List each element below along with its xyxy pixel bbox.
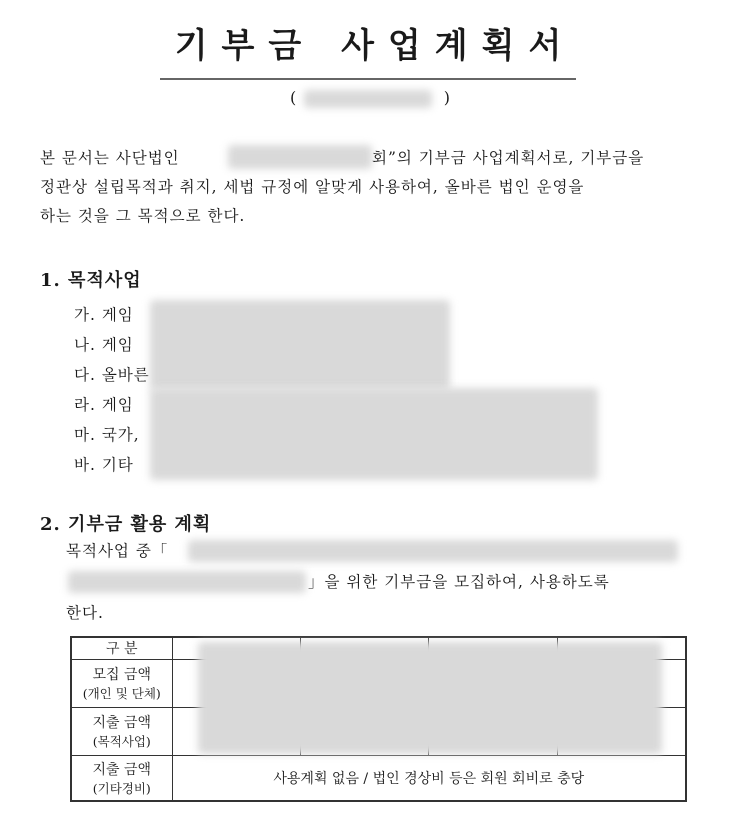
row-sublabel: (개인 및 단체) — [82, 686, 161, 701]
section-1-heading: 1. 목적사업 — [40, 270, 142, 291]
row-sublabel: (목적사업) — [92, 734, 151, 749]
purpose-item-4: 라. 게임 — [74, 396, 134, 414]
redacted-purpose-details — [150, 300, 450, 390]
redacted-subtitle — [304, 90, 432, 108]
subtitle-close-paren: ) — [443, 88, 450, 107]
row-label-other-expense — [71, 755, 172, 801]
row-label: 지출 금액 — [92, 761, 152, 778]
row-label: 모집 금액 — [92, 667, 152, 683]
redacted-plan-target — [188, 540, 678, 562]
purpose-item-2: 나. 게임 — [74, 336, 134, 354]
purpose-item-5: 마. 국가, — [74, 426, 140, 444]
table-row — [71, 755, 686, 801]
redacted-purpose-details-2 — [150, 388, 598, 480]
purpose-item-3: 다. 올바른 — [74, 366, 150, 384]
intro-line-1-start: 본 문서는 사단법인 — [40, 149, 180, 167]
document-subtitle — [290, 88, 450, 110]
intro-line-1-end: 회”의 기부금 사업계획서로, 기부금을 — [372, 149, 645, 167]
intro-line-2: 정관상 설립목적과 취지, 세법 규정에 알맞게 사용하여, 올바른 법인 운영을 — [40, 178, 585, 196]
title-divider — [160, 78, 576, 80]
plan-line-3: 한다. — [66, 604, 104, 622]
plan-line-1-start: 목적사업 중「 — [66, 542, 169, 560]
document-title: 기부금 사업계획서 — [174, 26, 576, 66]
table-header-category: 구 분 — [71, 637, 172, 659]
row-sublabel: (기타경비) — [92, 780, 151, 796]
purpose-item-1: 가. 게임 — [74, 306, 134, 324]
redacted-organization-name — [228, 145, 372, 169]
row-label: 지출 금액 — [92, 715, 152, 731]
redacted-table-values — [198, 642, 662, 754]
purpose-item-6: 바. 기타 — [74, 456, 134, 474]
row-label-purpose-expense — [71, 707, 172, 755]
other-expense-note: 사용계획 없음 / 법인 경상비 등은 회원 회비로 충당 — [172, 755, 686, 801]
intro-line-3: 하는 것을 그 목적으로 한다. — [40, 207, 246, 225]
redacted-plan-target-2 — [68, 571, 306, 593]
plan-line-2-end: 」을 위한 기부금을 모집하여, 사용하도록 — [308, 573, 610, 591]
section-2-heading: 2. 기부금 활용 계획 — [40, 514, 212, 535]
subtitle-open-paren: ( — [290, 88, 297, 107]
row-label-donation-amount — [71, 659, 172, 707]
